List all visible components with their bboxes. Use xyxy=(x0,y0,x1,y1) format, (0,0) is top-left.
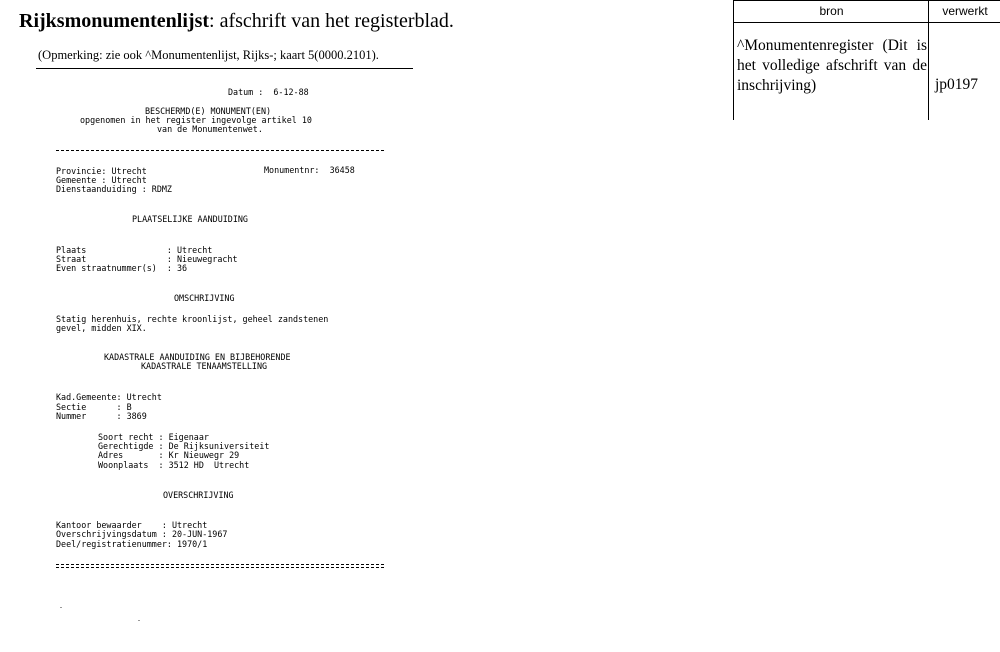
header-divider xyxy=(36,68,413,69)
scan-speck xyxy=(138,620,140,621)
table-left-border xyxy=(733,0,734,120)
section-overschrijving: OVERSCHRIJVING xyxy=(163,490,234,500)
datum-value: 6-12-88 xyxy=(273,87,309,97)
monumentnr-label: Monumentnr: xyxy=(264,165,320,175)
section-kadaster-2: KADASTRALE TENAAMSTELLING xyxy=(141,361,268,371)
provincie-line: Provincie: Utrecht xyxy=(56,166,147,176)
nummer-line: Nummer : 3869 xyxy=(56,411,147,421)
adres-line: Adres : Kr Nieuwegr 29 xyxy=(98,450,240,460)
gerechtigde-line: Gerechtigde : De Rijksuniversiteit xyxy=(98,441,270,451)
table-header-bron: bron xyxy=(819,4,844,18)
huisnummer-line: Even straatnummer(s) : 36 xyxy=(56,263,188,273)
section-plaatselijke-aanduiding: PLAATSELIJKE AANDUIDING xyxy=(132,214,248,224)
monumentnr-value: 36458 xyxy=(329,165,355,175)
table-cell-bron: ^Monumentenregister (Dit is het volledige afschrift van de inschrijving) xyxy=(737,37,927,94)
deel-line: Deel/registratienummer: 1970/1 xyxy=(56,539,208,549)
datum-line xyxy=(228,88,309,97)
scan-speck xyxy=(60,607,62,608)
gemeente-line: Gemeente : Utrecht xyxy=(56,175,147,185)
section-omschrijving: OMSCHRIJVING xyxy=(174,293,235,303)
section-kadaster-1: KADASTRALE AANDUIDING EN BIJBEHORENDE xyxy=(104,352,291,362)
table-header-verwerkt: verwerkt xyxy=(942,4,988,18)
table-cell-verwerkt: jp0197 xyxy=(935,76,979,93)
double-divider xyxy=(56,564,384,568)
omschrijving-line-1: Statig herenhuis, rechte kroonlijst, geheel zandstenen xyxy=(56,314,329,324)
table-column-divider xyxy=(928,0,929,120)
register-heading-3: van de Monumentenwet. xyxy=(157,124,263,134)
table-top-rule xyxy=(733,0,1000,1)
table-header-rule xyxy=(733,22,1000,23)
dienst-line: Dienstaanduiding : RDMZ xyxy=(56,184,172,194)
note-text: (Opmerking: zie ook ^Monumentenlijst, Rijks-; kaart 5(0000.2101). xyxy=(38,48,379,62)
plaats-line: Plaats : Utrecht xyxy=(56,245,213,255)
woonplaats-line: Woonplaats : 3512 HD Utrecht xyxy=(98,460,250,470)
overschrijvingsdatum-line: Overschrijvingsdatum : 20-JUN-1967 xyxy=(56,529,228,539)
datum-label: Datum : xyxy=(228,87,264,97)
register-heading-2: opgenomen in het register ingevolge artikel 10 xyxy=(80,115,312,125)
sectie-line: Sectie : B xyxy=(56,402,132,412)
monumentnr-line xyxy=(264,166,355,175)
dashed-divider xyxy=(56,150,384,151)
register-heading-1: BESCHERMD(E) MONUMENT(EN) xyxy=(145,106,272,116)
title-rest: : afschrift van het registerblad. xyxy=(209,10,454,32)
straat-line: Straat : Nieuwegracht xyxy=(56,254,238,264)
kad-gemeente-line: Kad.Gemeente: Utrecht xyxy=(56,392,162,402)
soort-recht-line: Soort recht : Eigenaar xyxy=(98,432,209,442)
title-bold: Rijksmonumentenlijst xyxy=(19,10,210,32)
page-title xyxy=(19,10,454,33)
omschrijving-line-2: gevel, midden XIX. xyxy=(56,323,147,333)
kantoor-line: Kantoor bewaarder : Utrecht xyxy=(56,520,208,530)
